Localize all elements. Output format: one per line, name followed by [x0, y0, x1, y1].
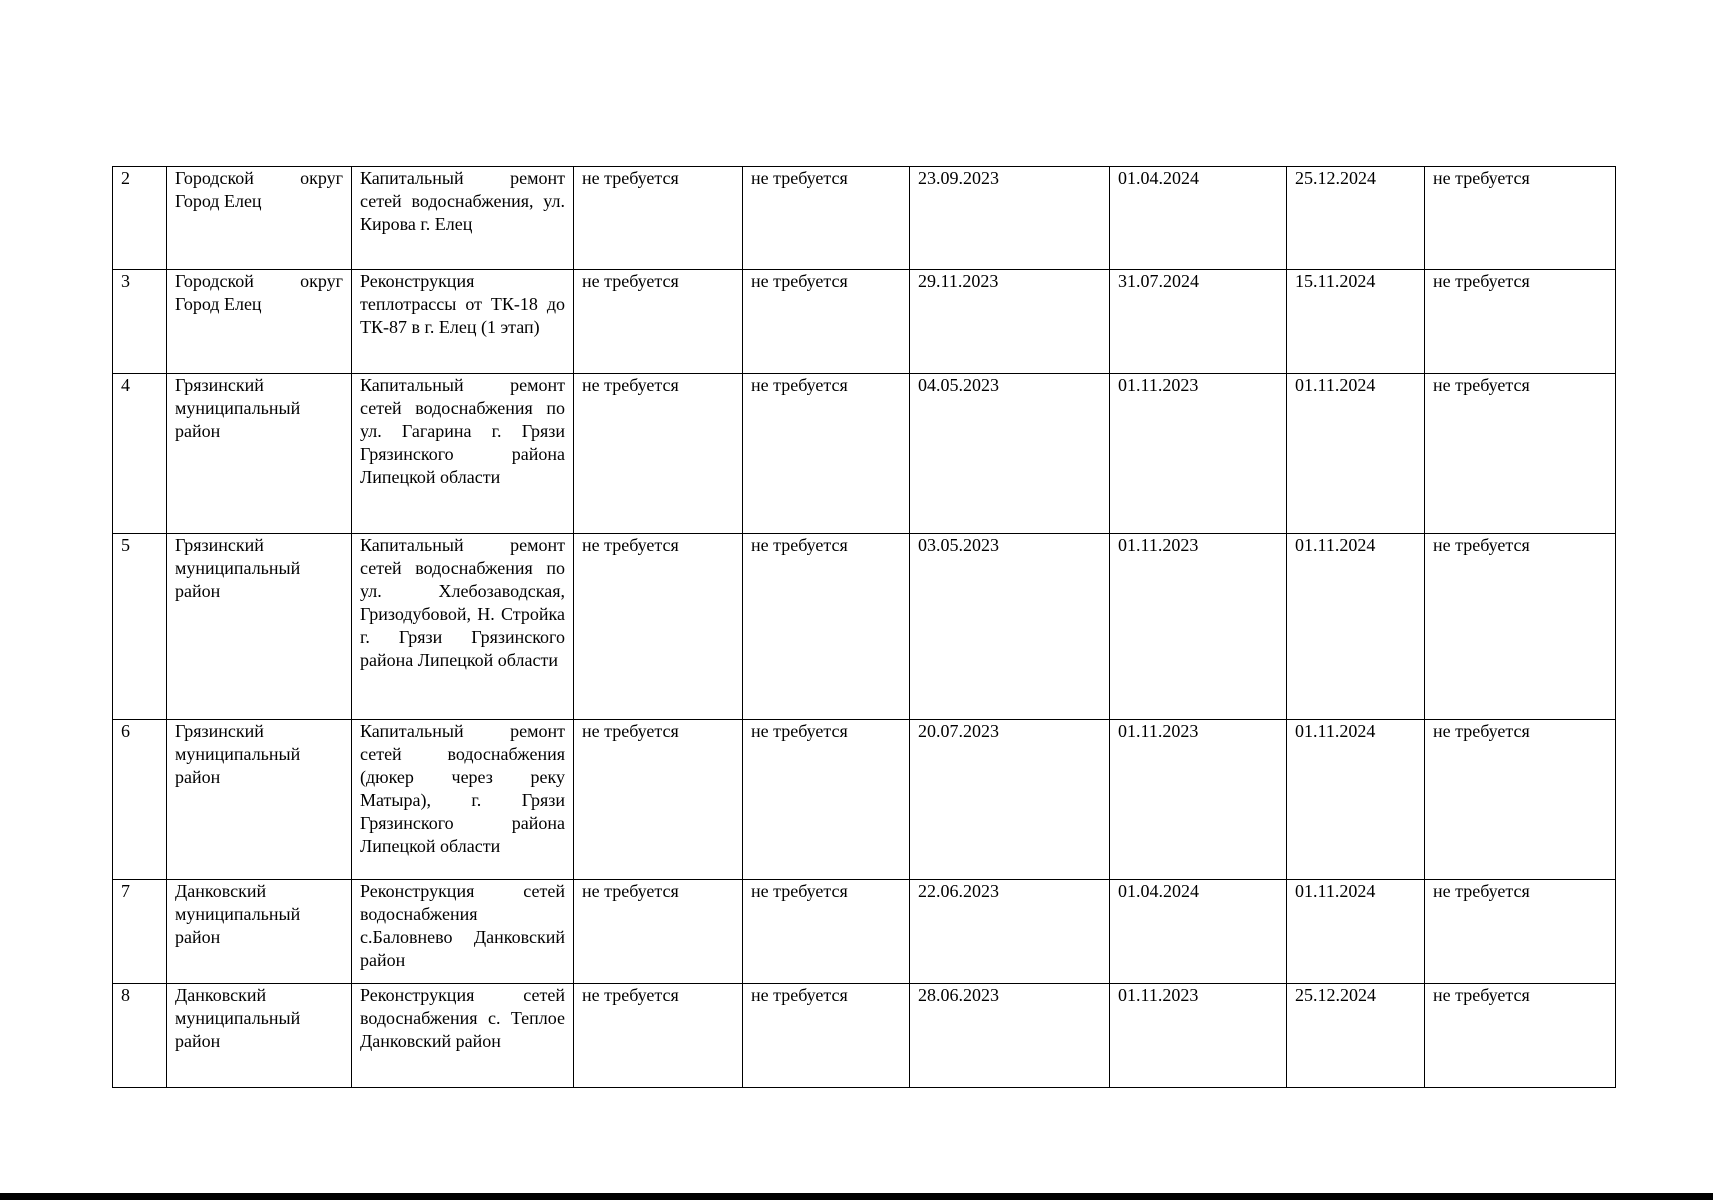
- table-row: [113, 167, 1616, 270]
- bottom-scan-edge: [0, 1193, 1713, 1200]
- cell-object: Капитальный ремонт сетей водоснабжения (дюкер через реку Матыра), г. Грязи Грязинского района Липецкой области: [352, 720, 574, 880]
- cell-date-2: 01.11.2023: [1110, 984, 1287, 1088]
- cell-municipality: Городской округ Город Елец: [167, 270, 352, 374]
- cell-date-1: 22.06.2023: [910, 880, 1110, 984]
- cell-col4: не требуется: [574, 984, 743, 1088]
- cell-col4: не требуется: [574, 534, 743, 720]
- cell-date-1: 03.05.2023: [910, 534, 1110, 720]
- cell-col4: не требуется: [574, 167, 743, 270]
- cell-col5: не требуется: [743, 374, 910, 534]
- cell-date-3: 15.11.2024: [1287, 270, 1425, 374]
- table-row: [113, 984, 1616, 1088]
- cell-date-2: 31.07.2024: [1110, 270, 1287, 374]
- cell-object: Капитальный ремонт сетей водоснабжения по ул. Гагарина г. Грязи Грязинского района Липецкой области: [352, 374, 574, 534]
- cell-date-1: 29.11.2023: [910, 270, 1110, 374]
- table-row: [113, 270, 1616, 374]
- cell-object: Реконструкция теплотрассы от ТК-18 до ТК-87 в г. Елец (1 этап): [352, 270, 574, 374]
- cell-object: Капитальный ремонт сетей водоснабжения, ул. Кирова г. Елец: [352, 167, 574, 270]
- cell-number: 4: [113, 374, 167, 534]
- cell-object: Капитальный ремонт сетей водоснабжения по ул. Хлебозаводская, Гризодубовой, Н. Стройка г. Грязи Грязинского района Липецкой области: [352, 534, 574, 720]
- cell-col9: не требуется: [1425, 167, 1616, 270]
- cell-municipality: Грязинский муниципальный район: [167, 534, 352, 720]
- cell-col4: не требуется: [574, 374, 743, 534]
- cell-col9: не требуется: [1425, 984, 1616, 1088]
- cell-date-3: 01.11.2024: [1287, 374, 1425, 534]
- cell-number: 2: [113, 167, 167, 270]
- table-row: [113, 374, 1616, 534]
- cell-col9: не требуется: [1425, 720, 1616, 880]
- cell-object: Реконструкция сетей водоснабжения с. Теплое Данковский район: [352, 984, 574, 1088]
- cell-col9: не требуется: [1425, 374, 1616, 534]
- cell-municipality: Данковский муниципальный район: [167, 880, 352, 984]
- cell-municipality: Грязинский муниципальный район: [167, 720, 352, 880]
- cell-municipality: Городской округ Город Елец: [167, 167, 352, 270]
- table-body: [113, 167, 1616, 1088]
- cell-date-3: 01.11.2024: [1287, 880, 1425, 984]
- cell-date-3: 01.11.2024: [1287, 534, 1425, 720]
- cell-col5: не требуется: [743, 720, 910, 880]
- table-row: [113, 720, 1616, 880]
- cell-date-3: 01.11.2024: [1287, 720, 1425, 880]
- works-schedule-table: [112, 166, 1616, 1088]
- cell-col5: не требуется: [743, 270, 910, 374]
- table-row: [113, 880, 1616, 984]
- cell-col4: не требуется: [574, 880, 743, 984]
- cell-municipality: Данковский муниципальный район: [167, 984, 352, 1088]
- cell-date-2: 01.11.2023: [1110, 534, 1287, 720]
- cell-date-3: 25.12.2024: [1287, 167, 1425, 270]
- cell-col9: не требуется: [1425, 534, 1616, 720]
- cell-date-2: 01.11.2023: [1110, 374, 1287, 534]
- cell-date-1: 28.06.2023: [910, 984, 1110, 1088]
- cell-col5: не требуется: [743, 880, 910, 984]
- cell-date-2: 01.04.2024: [1110, 880, 1287, 984]
- cell-object: Реконструкция сетей водоснабжения с.Баловнево Данковский район: [352, 880, 574, 984]
- cell-date-1: 04.05.2023: [910, 374, 1110, 534]
- cell-date-2: 01.04.2024: [1110, 167, 1287, 270]
- cell-number: 5: [113, 534, 167, 720]
- cell-col4: не требуется: [574, 720, 743, 880]
- cell-number: 7: [113, 880, 167, 984]
- cell-number: 3: [113, 270, 167, 374]
- cell-number: 8: [113, 984, 167, 1088]
- cell-date-2: 01.11.2023: [1110, 720, 1287, 880]
- cell-date-3: 25.12.2024: [1287, 984, 1425, 1088]
- cell-col5: не требуется: [743, 167, 910, 270]
- cell-date-1: 23.09.2023: [910, 167, 1110, 270]
- table-row: [113, 534, 1616, 720]
- cell-col9: не требуется: [1425, 880, 1616, 984]
- cell-municipality: Грязинский муниципальный район: [167, 374, 352, 534]
- cell-col5: не требуется: [743, 534, 910, 720]
- cell-col4: не требуется: [574, 270, 743, 374]
- cell-col9: не требуется: [1425, 270, 1616, 374]
- cell-number: 6: [113, 720, 167, 880]
- top-margin: [0, 0, 1713, 6]
- cell-col5: не требуется: [743, 984, 910, 1088]
- cell-date-1: 20.07.2023: [910, 720, 1110, 880]
